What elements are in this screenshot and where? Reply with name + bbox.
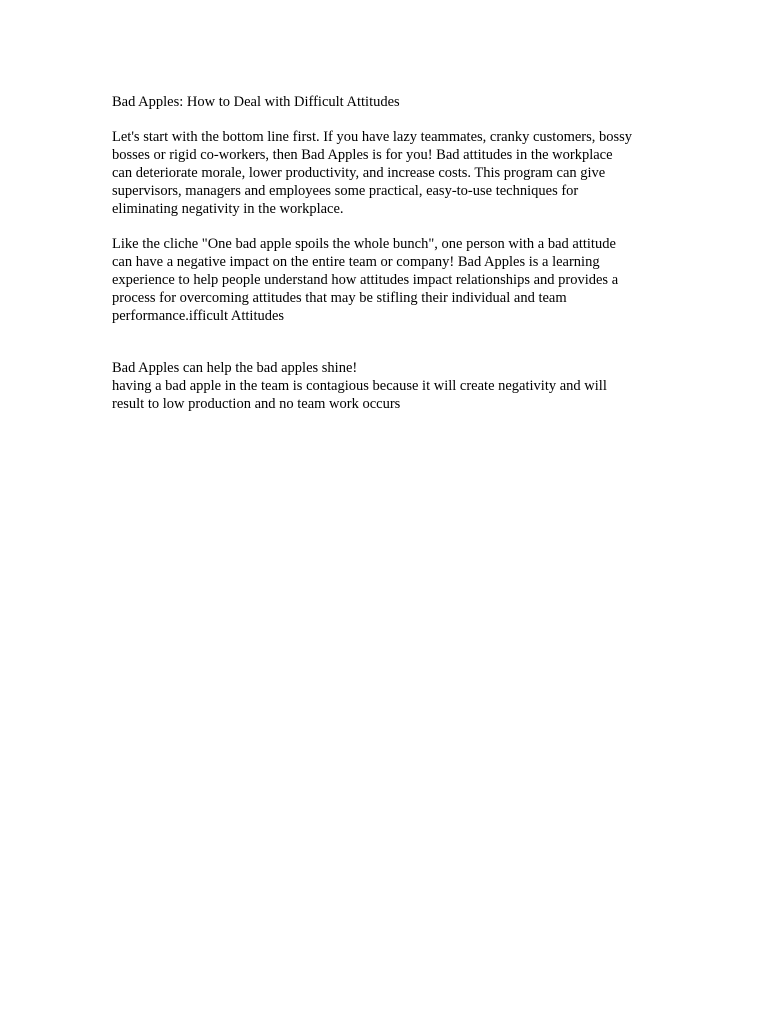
paragraph-intro: Let's start with the bottom line first. If you have lazy teammates, cranky customers, bossy bosses or rigid co-workers, then Bad Apples is for you! Bad attitudes in the workplace can deteriorate morale, lower productivity, and increase costs. This program can give supervisors, managers and employees some practical, easy-to-use techniques for eliminating negativity in the workplace. [112, 129, 633, 217]
paragraph-conclusion: Bad Apples can help the bad apples shine! having a bad apple in the team is contagious because it will create negativity and will result to low production and no team work occurs [112, 360, 607, 412]
document-body [112, 93, 652, 413]
paragraph-cliche: Like the cliche "One bad apple spoils the whole bunch", one person with a bad attitude can have a negative impact on the entire team or company! Bad Apples is a learning experience to help people understand how attitudes impact relationships and provides a process for overcoming attitudes that may be stifling their individual and team performance.ifficult Attitudes [112, 236, 619, 324]
document-title: Bad Apples: How to Deal with Difficult Attitudes [112, 94, 400, 110]
